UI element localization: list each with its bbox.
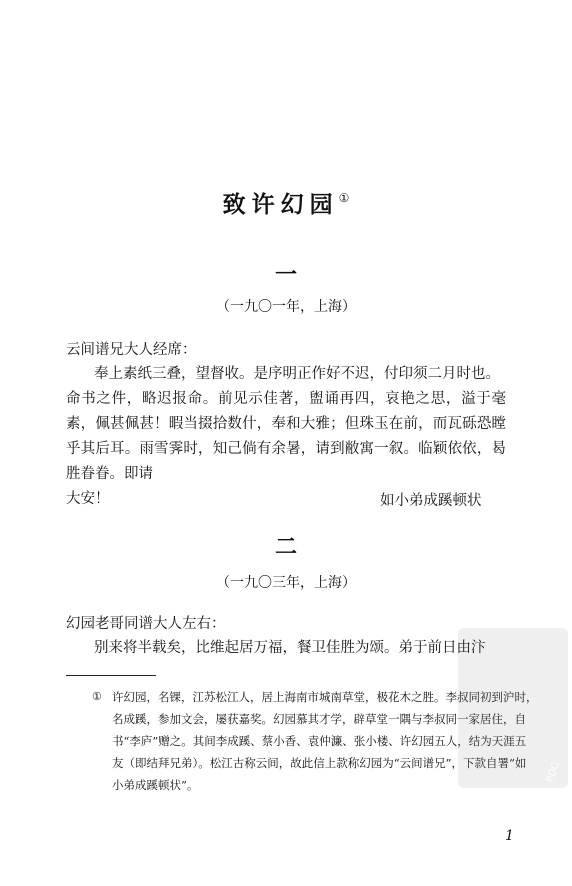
page-title (0, 186, 572, 219)
watermark-stamp (458, 628, 568, 788)
footnote-line: 书“李庐”赠之。其间李成蹊、蔡小香、袁仲濂、张小楼、许幻园五人，结为天涯五 (112, 734, 527, 748)
page-number: 1 (505, 828, 514, 844)
footnote-line: 小弟成蹊顿状”。 (112, 778, 199, 792)
section-number: 一 (274, 262, 297, 288)
body-line: 奉上素纸三叠，望督收。是序明正作好不迟，付印须二月时也。 (94, 366, 500, 382)
salutation: 幻园老哥同谱大人左右： (66, 616, 226, 632)
salutation: 云间谱兄大人经席： (66, 342, 197, 358)
body-line: 别来将半载矣，比维起居万福，餐卫佳胜为颂。弟于前日由汴 (94, 640, 486, 656)
body-line: 乎其后耳。雨雪霁时，知己倘有余暑，请到敝寓一叙。临颖依依，曷 (66, 441, 506, 457)
footnote-line: 友（即结拜兄弟）。松江古称云间，故此信上款称幻园为“云间谱兄”，下款自署“如 (112, 756, 527, 770)
section-date: （一九〇三年，上海） (216, 575, 356, 591)
section-number: 二 (274, 534, 297, 560)
title-text: 致许幻园 (222, 191, 339, 218)
title-footnote-marker: ① (338, 191, 350, 205)
footnote-marker: ① (92, 690, 102, 703)
footnote-line: 许幻园，名锞，江苏松江人，居上海南市城南草堂，极花木之胜。李叔同初到沪时， (112, 690, 538, 704)
signature: 如小弟成蹊顿状 (380, 493, 482, 509)
body-line: 素，佩甚佩甚！暇当掇拾数什，奉和大雅；但珠玉在前，而瓦砾恐瞠 (66, 416, 506, 432)
watermark-text: PDG (544, 760, 562, 785)
closing: 大安！ (66, 491, 110, 507)
section-date: （一九〇一年，上海） (216, 299, 356, 315)
body-line: 命书之件，略迟报命。前见示佳著，盥诵再四，哀艳之思，溢于毫 (66, 391, 506, 407)
footnote-line: 名成蹊，参加文会，屡获嘉奖。幻园慕其才学，辟草堂一隅与李叔同一家居住，自 (112, 712, 526, 726)
footnote-divider (66, 675, 156, 676)
body-line: 胜眷眷。即请 (66, 466, 153, 482)
